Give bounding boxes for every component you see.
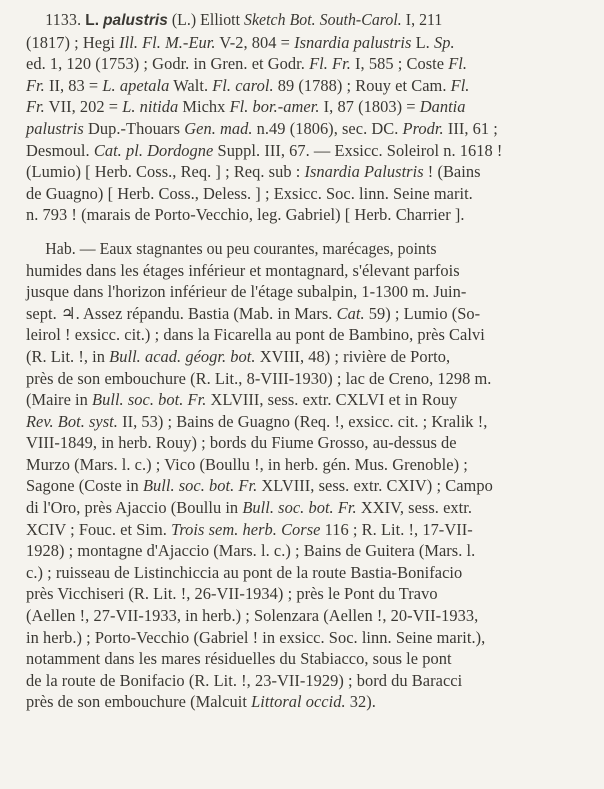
- habitat-line: de la route de Bonifacio (R. Lit. !, 23-VII-1929) ; bord du Baracci: [26, 670, 463, 690]
- habitat-line: XCIV ; Fouc. et Sim. Trois sem. herb. Corse 116 ; R. Lit. !, 17-VII-: [26, 519, 473, 539]
- entry-line: (Lumio) [ Herb. Coss., Req. ] ; Req. sub : Isnardia Palustris ! (Bains: [26, 162, 481, 182]
- habitat-paragraph: [26, 238, 590, 713]
- habitat-line: près Vicchiseri (R. Lit. !, 26-VII-1934) ; près le Pont du Travo: [26, 584, 438, 604]
- species-name: palustris: [103, 12, 168, 29]
- entry-line: de Guagno) [ Herb. Coss., Deless. ] ; Exsicc. Soc. linn. Seine marit.: [26, 183, 473, 203]
- entry-number: 1133.: [45, 10, 82, 29]
- habitat-line: près de son embouchure (R. Lit., 8-VIII-1930) ; lac de Creno, 1298 m.: [26, 368, 492, 388]
- habitat-line: Rev. Bot. syst. II, 53) ; Bains de Guagno (Req. !, exsicc. cit. ; Kralik !,: [26, 411, 488, 431]
- entry-line: palustris Dup.-Thouars Gen. mad. n.49 (1806), sec. DC. Prodr. III, 61 ;: [26, 118, 498, 138]
- habitat-line: (Maire in Bull. soc. bot. Fr. XLVIII, sess. extr. CXLVI et in Rouy: [26, 390, 458, 410]
- habitat-line: in herb.) ; Porto-Vecchio (Gabriel ! in exsicc. Soc. linn. Seine marit.),: [26, 627, 486, 647]
- habitat-line: Hab. — Eaux stagnantes ou peu courantes, marécages, points: [45, 238, 437, 258]
- entry-line: Desmoul. Cat. pl. Dordogne Suppl. III, 67. — Exsicc. Soleirol n. 1618 !: [26, 140, 503, 160]
- entry-line-text: (L.) Elliott Sketch Bot. South-Carol. I, 211: [167, 10, 443, 29]
- paragraph-gap: [26, 226, 590, 238]
- entry-line: Fr. VII, 202 = L. nitida Michx Fl. bor.-amer. I, 87 (1803) = Dantia: [26, 97, 466, 117]
- entry-line: [26, 9, 570, 32]
- genus-abbrev: L.: [85, 12, 100, 29]
- habitat-line: sept. ♃. Assez répandu. Bastia (Mab. in Mars. Cat. 59) ; Lumio (So-: [26, 303, 481, 323]
- habitat-line: Sagone (Coste in Bull. soc. bot. Fr. XLVIII, sess. extr. CXIV) ; Campo: [26, 476, 493, 496]
- entry-line: ed. 1, 120 (1753) ; Godr. in Gren. et Godr. Fl. Fr. I, 585 ; Coste Fl.: [26, 54, 468, 74]
- habitat-line: humides dans les étages inférieur et montagnard, s'élevant parfois: [26, 260, 460, 280]
- habitat-line: Murzo (Mars. l. c.) ; Vico (Boullu !, in herb. gén. Mus. Grenoble) ;: [26, 454, 468, 474]
- entry-line: n. 793 ! (marais de Porto-Vecchio, leg. Gabriel) [ Herb. Charrier ].: [26, 205, 465, 225]
- habitat-line: près de son embouchure (Malcuit Littoral occid. 32).: [26, 692, 376, 712]
- habitat-line: 1928) ; montagne d'Ajaccio (Mars. l. c.) ; Bains de Guitera (Mars. l.: [26, 541, 476, 561]
- habitat-line: leirol ! exsicc. cit.) ; dans la Ficarella au pont de Bambino, près Calvi: [26, 325, 485, 345]
- habitat-line: notamment dans les mares résiduelles du Stabiacco, sous le pont: [26, 649, 452, 669]
- entry-line: Fr. II, 83 = L. apetala Walt. Fl. carol. 89 (1788) ; Rouy et Cam. Fl.: [26, 75, 470, 95]
- habitat-line: jusque dans l'horizon inférieur de l'étage subalpin, 1-1300 m. Juin-: [26, 282, 467, 302]
- habitat-line: (Aellen !, 27-VII-1933, in herb.) ; Solenzara (Aellen !, 20-VII-1933,: [26, 606, 479, 626]
- habitat-line: di l'Oro, près Ajaccio (Boullu in Bull. soc. bot. Fr. XXIV, sess. extr.: [26, 498, 473, 518]
- habitat-line: VIII-1849, in herb. Rouy) ; bords du Fiume Grosso, au-dessus de: [26, 433, 457, 453]
- habitat-line: c.) ; ruisseau de Listinchiccia au pont de la route Bastia-Bonifacio: [26, 562, 463, 582]
- species-entry: [26, 9, 590, 226]
- habitat-line: (R. Lit. !, in Bull. acad. géogr. bot. XVIII, 48) ; rivière de Porto,: [26, 346, 451, 366]
- entry-line: (1817) ; Hegi Ill. Fl. M.-Eur. V-2, 804 = Isnardia palustris L. Sp.: [26, 32, 455, 52]
